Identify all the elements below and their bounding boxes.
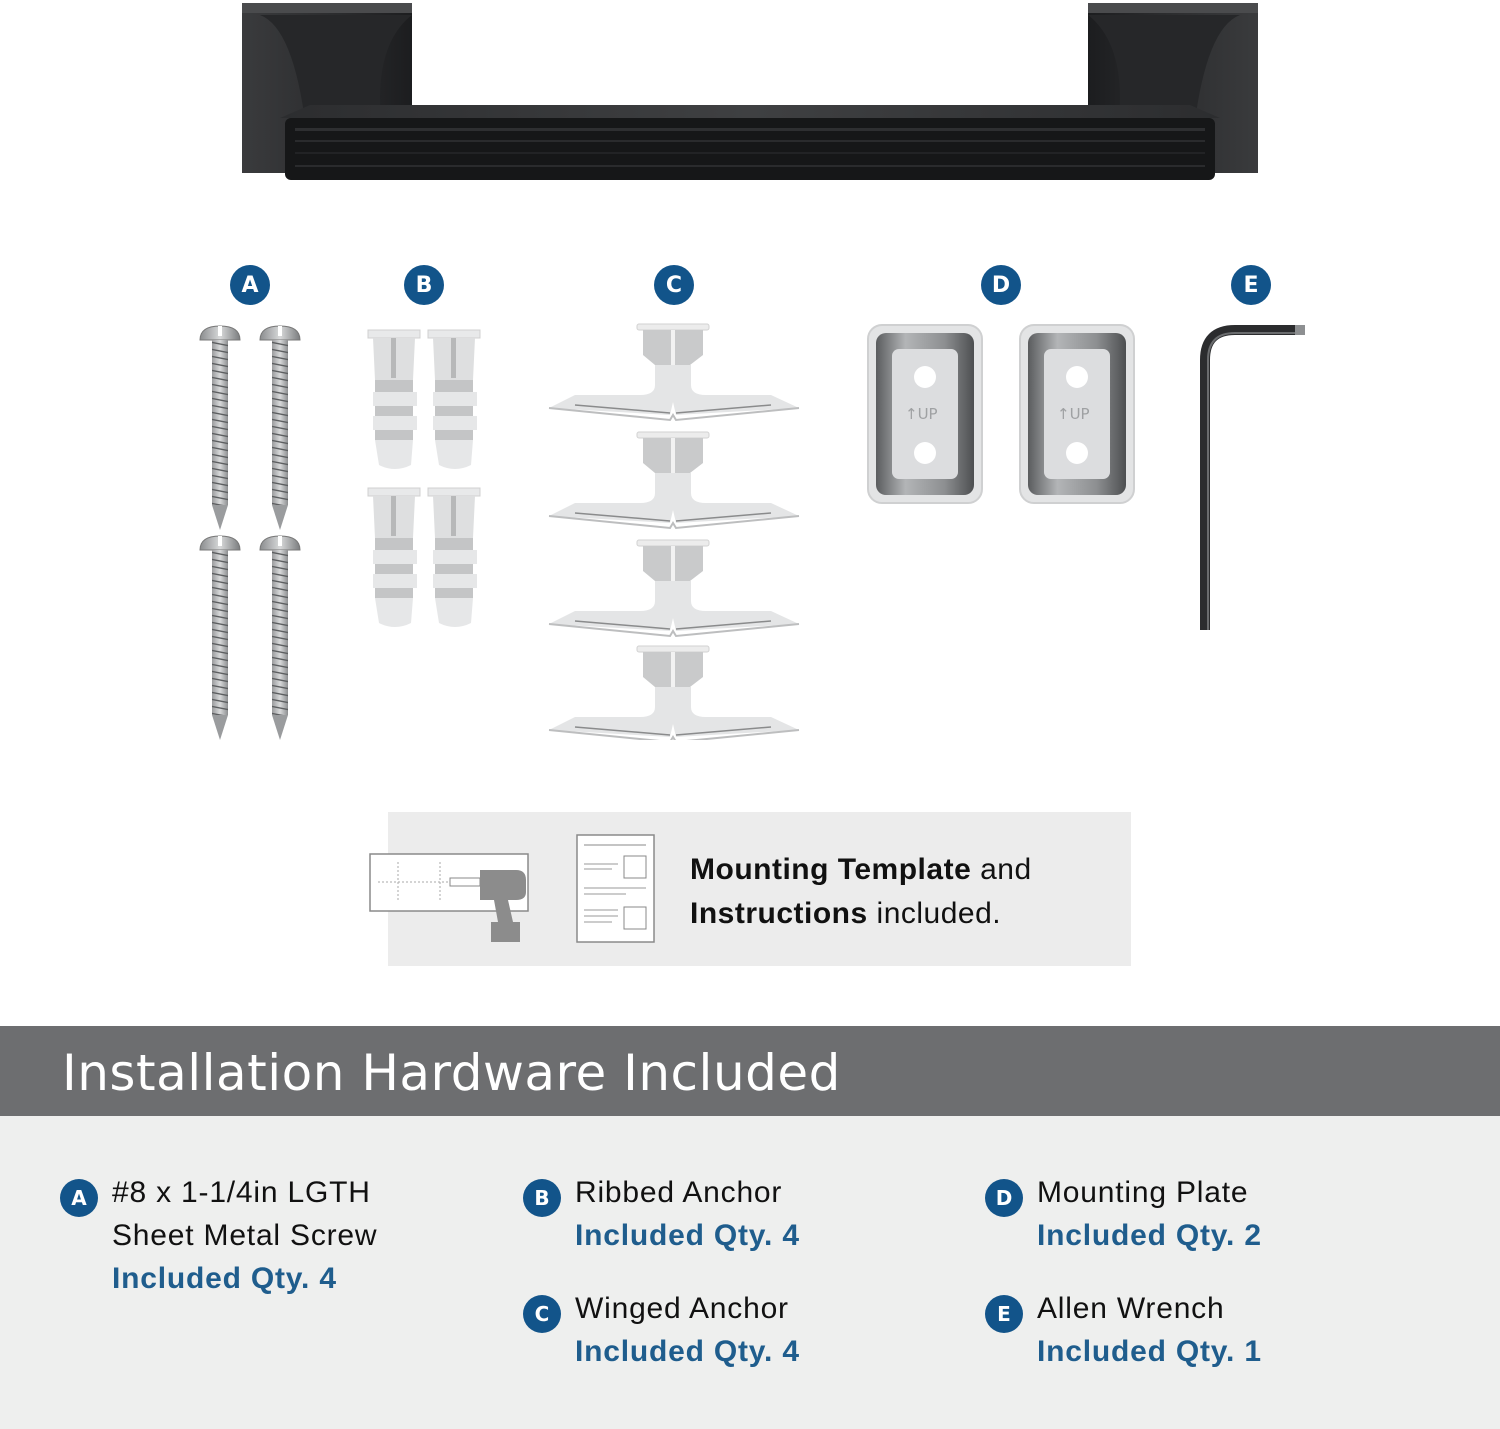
section-title: Installation Hardware Included (62, 1044, 841, 1102)
item-badge-e: E (985, 1295, 1023, 1333)
item-name-line: #8 x 1-1/4in LGTH (112, 1176, 371, 1209)
cabinet-pull-handle-image (240, 0, 1260, 185)
item-qty: Included Qty. 1 (1037, 1335, 1262, 1368)
item-badge-a: A (60, 1179, 98, 1217)
sheet-metal-screws-image (190, 320, 320, 740)
svg-text:↑UP: ↑UP (905, 405, 938, 423)
item-qty: Included Qty. 2 (1037, 1219, 1262, 1252)
part-label-badge-c: C (654, 265, 694, 305)
item-name-line: Sheet Metal Screw (112, 1219, 378, 1252)
drill-template-icon (368, 852, 558, 947)
mounting-plates-image (865, 322, 1140, 507)
item-badge-d: D (985, 1179, 1023, 1217)
mounting-template-banner (388, 812, 1131, 966)
item-name-line: Ribbed Anchor (575, 1176, 783, 1209)
ribbed-anchors-image (365, 325, 485, 640)
winged-anchors-image (545, 320, 805, 740)
item-name-line: Winged Anchor (575, 1292, 789, 1325)
item-badge-b: B (523, 1179, 561, 1217)
instruction-sheet-icon (576, 834, 656, 944)
part-label-badge-a: A (230, 265, 270, 305)
part-label-badge-b: B (404, 265, 444, 305)
allen-wrench-image (1195, 320, 1310, 635)
item-qty: Included Qty. 4 (575, 1335, 800, 1368)
template-banner-text: Mounting Template and Instructions included. (690, 853, 1032, 930)
item-name-line: Allen Wrench (1037, 1292, 1225, 1325)
item-badge-c: C (523, 1295, 561, 1333)
hardware-list-panel (0, 1116, 1500, 1429)
item-qty: Included Qty. 4 (575, 1219, 800, 1252)
item-qty: Included Qty. 4 (112, 1262, 337, 1295)
item-name-line: Mounting Plate (1037, 1176, 1249, 1209)
part-label-badge-d: D (981, 265, 1021, 305)
part-label-badge-e: E (1231, 265, 1271, 305)
section-header-bar (0, 1026, 1500, 1116)
